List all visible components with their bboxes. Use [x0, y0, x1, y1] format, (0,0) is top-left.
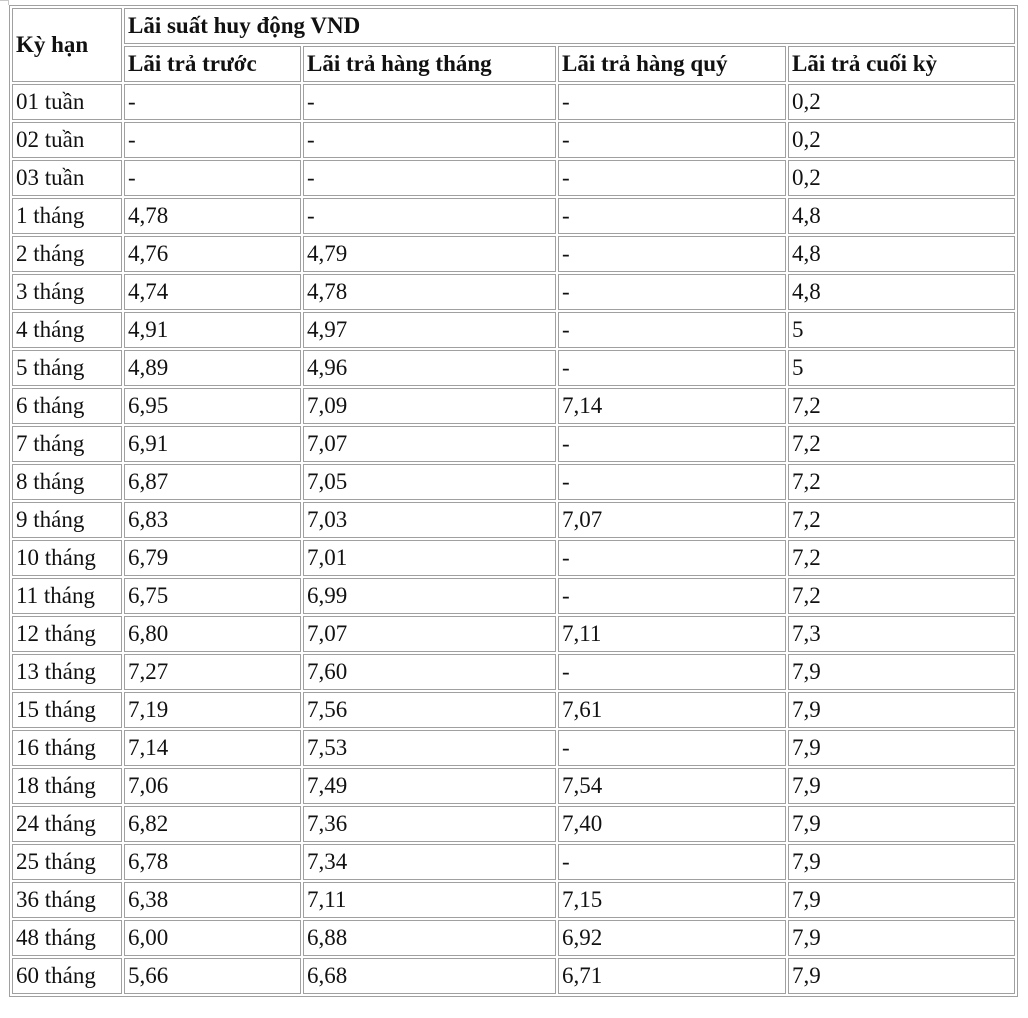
table-row [12, 654, 1015, 690]
cell-prepaid: 6,79 [124, 540, 301, 576]
cell-prepaid: - [124, 84, 301, 120]
cell-prepaid: 4,74 [124, 274, 301, 310]
cell-quarterly: 6,92 [558, 920, 786, 956]
cell-quarterly: - [558, 578, 786, 614]
table-row [12, 426, 1015, 462]
cell-monthly: 6,99 [303, 578, 556, 614]
cell-quarterly: 7,11 [558, 616, 786, 652]
cell-quarterly: 7,61 [558, 692, 786, 728]
cell-term: 02 tuần [12, 122, 122, 158]
cell-quarterly: - [558, 730, 786, 766]
cell-monthly: 7,36 [303, 806, 556, 842]
table-row [12, 692, 1015, 728]
cell-quarterly: - [558, 844, 786, 880]
cell-monthly: 7,56 [303, 692, 556, 728]
cell-term: 2 tháng [12, 236, 122, 272]
cell-monthly: 6,88 [303, 920, 556, 956]
column-header-prepaid: Lãi trả trước [124, 46, 301, 82]
header-row-columns [12, 46, 1015, 82]
cell-monthly: - [303, 160, 556, 196]
cell-prepaid: 6,75 [124, 578, 301, 614]
cell-prepaid: - [124, 160, 301, 196]
cell-monthly: 7,05 [303, 464, 556, 500]
cell-prepaid: 6,91 [124, 426, 301, 462]
cell-prepaid: 6,87 [124, 464, 301, 500]
cell-end-of-term: 0,2 [788, 122, 1015, 158]
cell-prepaid: 7,27 [124, 654, 301, 690]
cell-monthly: 7,60 [303, 654, 556, 690]
cell-end-of-term: 7,9 [788, 844, 1015, 880]
table-row [12, 578, 1015, 614]
table-row [12, 236, 1015, 272]
cell-monthly: 4,79 [303, 236, 556, 272]
table-row [12, 122, 1015, 158]
cell-end-of-term: 7,2 [788, 426, 1015, 462]
cell-prepaid: 7,06 [124, 768, 301, 804]
cell-end-of-term: 5 [788, 350, 1015, 386]
table-row [12, 160, 1015, 196]
cell-monthly: 4,96 [303, 350, 556, 386]
cell-quarterly: 7,07 [558, 502, 786, 538]
cell-quarterly: 7,15 [558, 882, 786, 918]
cell-monthly: - [303, 122, 556, 158]
cell-prepaid: 4,91 [124, 312, 301, 348]
cell-quarterly: 7,54 [558, 768, 786, 804]
cell-quarterly: - [558, 426, 786, 462]
window-corner-mark [0, 0, 9, 5]
cell-term: 10 tháng [12, 540, 122, 576]
table-row [12, 464, 1015, 500]
cell-term: 1 tháng [12, 198, 122, 234]
column-header-quarterly: Lãi trả hàng quý [558, 46, 786, 82]
cell-term: 18 tháng [12, 768, 122, 804]
cell-end-of-term: 0,2 [788, 160, 1015, 196]
cell-monthly: 7,09 [303, 388, 556, 424]
cell-quarterly: 7,40 [558, 806, 786, 842]
cell-quarterly: - [558, 312, 786, 348]
cell-term: 24 tháng [12, 806, 122, 842]
cell-monthly: 4,97 [303, 312, 556, 348]
table-row [12, 502, 1015, 538]
cell-quarterly: 6,71 [558, 958, 786, 994]
cell-term: 48 tháng [12, 920, 122, 956]
cell-prepaid: 5,66 [124, 958, 301, 994]
cell-end-of-term: 7,9 [788, 654, 1015, 690]
cell-quarterly: - [558, 464, 786, 500]
table-row [12, 312, 1015, 348]
cell-end-of-term: 7,2 [788, 578, 1015, 614]
cell-term: 9 tháng [12, 502, 122, 538]
column-header-monthly: Lãi trả hàng tháng [303, 46, 556, 82]
cell-quarterly: - [558, 122, 786, 158]
cell-term: 7 tháng [12, 426, 122, 462]
cell-term: 3 tháng [12, 274, 122, 310]
cell-term: 03 tuần [12, 160, 122, 196]
cell-end-of-term: 7,2 [788, 388, 1015, 424]
cell-end-of-term: 7,9 [788, 730, 1015, 766]
cell-prepaid: - [124, 122, 301, 158]
cell-term: 36 tháng [12, 882, 122, 918]
cell-term: 15 tháng [12, 692, 122, 728]
cell-end-of-term: 5 [788, 312, 1015, 348]
cell-end-of-term: 7,9 [788, 958, 1015, 994]
table-header [12, 8, 1015, 82]
cell-quarterly: 7,14 [558, 388, 786, 424]
term-header: Kỳ hạn [12, 8, 122, 82]
cell-quarterly: - [558, 160, 786, 196]
table-row [12, 388, 1015, 424]
cell-quarterly: - [558, 84, 786, 120]
table-row [12, 616, 1015, 652]
cell-end-of-term: 7,3 [788, 616, 1015, 652]
cell-prepaid: 7,19 [124, 692, 301, 728]
cell-end-of-term: 7,9 [788, 806, 1015, 842]
cell-prepaid: 4,78 [124, 198, 301, 234]
cell-quarterly: - [558, 350, 786, 386]
cell-end-of-term: 7,9 [788, 692, 1015, 728]
table-row [12, 920, 1015, 956]
cell-prepaid: 7,14 [124, 730, 301, 766]
cell-monthly: 6,68 [303, 958, 556, 994]
cell-end-of-term: 7,9 [788, 920, 1015, 956]
cell-quarterly: - [558, 236, 786, 272]
cell-prepaid: 4,76 [124, 236, 301, 272]
cell-term: 5 tháng [12, 350, 122, 386]
cell-term: 16 tháng [12, 730, 122, 766]
table-row [12, 958, 1015, 994]
cell-prepaid: 6,38 [124, 882, 301, 918]
table-body [12, 84, 1015, 994]
cell-end-of-term: 7,2 [788, 540, 1015, 576]
cell-monthly: 7,53 [303, 730, 556, 766]
cell-prepaid: 4,89 [124, 350, 301, 386]
cell-prepaid: 6,78 [124, 844, 301, 880]
cell-end-of-term: 7,2 [788, 502, 1015, 538]
cell-prepaid: 6,80 [124, 616, 301, 652]
cell-monthly: 7,01 [303, 540, 556, 576]
cell-end-of-term: 4,8 [788, 274, 1015, 310]
cell-term: 25 tháng [12, 844, 122, 880]
cell-term: 13 tháng [12, 654, 122, 690]
table-row [12, 806, 1015, 842]
column-header-end-of-term: Lãi trả cuối kỳ [788, 46, 1015, 82]
cell-monthly: - [303, 198, 556, 234]
cell-term: 8 tháng [12, 464, 122, 500]
cell-monthly: 7,07 [303, 616, 556, 652]
cell-monthly: - [303, 84, 556, 120]
cell-end-of-term: 4,8 [788, 198, 1015, 234]
cell-monthly: 7,34 [303, 844, 556, 880]
table-row [12, 274, 1015, 310]
cell-quarterly: - [558, 274, 786, 310]
cell-monthly: 4,78 [303, 274, 556, 310]
cell-monthly: 7,03 [303, 502, 556, 538]
cell-monthly: 7,11 [303, 882, 556, 918]
cell-prepaid: 6,95 [124, 388, 301, 424]
table-row [12, 882, 1015, 918]
cell-monthly: 7,07 [303, 426, 556, 462]
cell-term: 60 tháng [12, 958, 122, 994]
rate-group-header: Lãi suất huy động VND [124, 8, 1015, 44]
header-row-group [12, 8, 1015, 44]
cell-end-of-term: 4,8 [788, 236, 1015, 272]
cell-quarterly: - [558, 654, 786, 690]
table-row [12, 844, 1015, 880]
cell-end-of-term: 7,9 [788, 882, 1015, 918]
table-row [12, 730, 1015, 766]
cell-term: 4 tháng [12, 312, 122, 348]
cell-end-of-term: 0,2 [788, 84, 1015, 120]
table-row [12, 540, 1015, 576]
table-row [12, 350, 1015, 386]
cell-term: 12 tháng [12, 616, 122, 652]
cell-prepaid: 6,00 [124, 920, 301, 956]
cell-monthly: 7,49 [303, 768, 556, 804]
cell-end-of-term: 7,9 [788, 768, 1015, 804]
deposit-rate-table [9, 5, 1018, 997]
cell-quarterly: - [558, 198, 786, 234]
cell-prepaid: 6,83 [124, 502, 301, 538]
cell-quarterly: - [558, 540, 786, 576]
table-row [12, 768, 1015, 804]
table-row [12, 198, 1015, 234]
cell-end-of-term: 7,2 [788, 464, 1015, 500]
cell-term: 01 tuần [12, 84, 122, 120]
table-row [12, 84, 1015, 120]
cell-prepaid: 6,82 [124, 806, 301, 842]
cell-term: 6 tháng [12, 388, 122, 424]
cell-term: 11 tháng [12, 578, 122, 614]
